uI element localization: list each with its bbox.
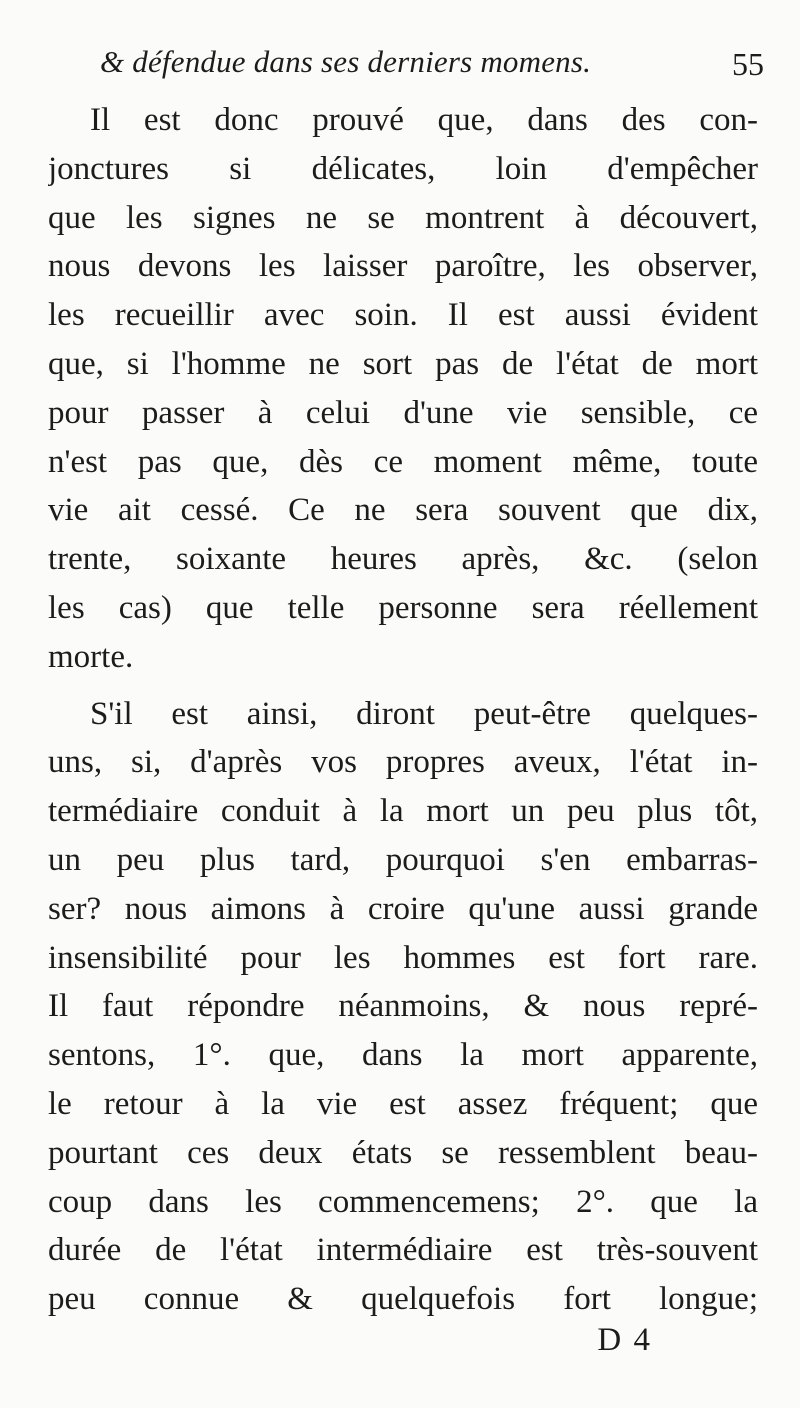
text-line: durée de l'état intermédiaire est très-souvent	[48, 1232, 758, 1269]
text-line: sentons, 1°. que, dans la mort apparente,	[48, 1037, 758, 1074]
running-title: & défendue dans ses derniers momens.	[100, 44, 592, 79]
text-line: insensibilité pour les hommes est fort rare.	[48, 939, 758, 976]
signature-mark: D 4	[597, 1322, 652, 1358]
text-line: vie ait cessé. Ce ne sera souvent que dix,	[48, 492, 758, 529]
paragraph-1	[48, 96, 758, 682]
paragraph-gap	[48, 682, 758, 690]
text-line: que les signes ne se montrent à découvert,	[48, 199, 758, 236]
text-line: coup dans les commencemens; 2°. que la	[48, 1183, 758, 1220]
text-line: ser? nous aimons à croire qu'une aussi grande	[48, 890, 758, 927]
text-line: les recueillir avec soin. Il est aussi évident	[48, 297, 758, 334]
text-line: S'il est ainsi, diront peut-être quelques-	[90, 695, 758, 732]
text-line: un peu plus tard, pourquoi s'en embarras-	[48, 841, 758, 878]
text-line: trente, soixante heures après, &c. (selon	[48, 541, 758, 578]
text-line: jonctures si délicates, loin d'empêcher	[48, 150, 758, 187]
text-line: nous devons les laisser paroître, les observer,	[48, 248, 758, 285]
text-line: pourtant ces deux états se ressemblent beau-	[48, 1134, 758, 1171]
text-line: n'est pas que, dès ce moment même, toute	[48, 443, 758, 480]
text-line: Il est donc prouvé que, dans des con-	[90, 102, 758, 138]
running-head	[48, 44, 770, 94]
page-number: 55	[732, 46, 764, 82]
text-line: termédiaire conduit à la mort un peu plus tôt,	[48, 793, 758, 830]
text-line: Il faut répondre néanmoins, & nous repré-	[48, 988, 758, 1025]
text-line: peu connue & quelquefois fort longue;	[48, 1281, 758, 1318]
text-line: le retour à la vie est assez fréquent; que	[48, 1085, 758, 1122]
text-line: morte.	[48, 638, 134, 675]
text-line: uns, si, d'après vos propres aveux, l'état in-	[48, 744, 758, 781]
text-line: que, si l'homme ne sort pas de l'état de mort	[48, 345, 758, 382]
text-line: pour passer à celui d'une vie sensible, ce	[48, 394, 758, 431]
body-text	[48, 96, 758, 1324]
paragraph-2	[48, 690, 758, 1324]
text-line: les cas) que telle personne sera réellement	[48, 589, 758, 626]
